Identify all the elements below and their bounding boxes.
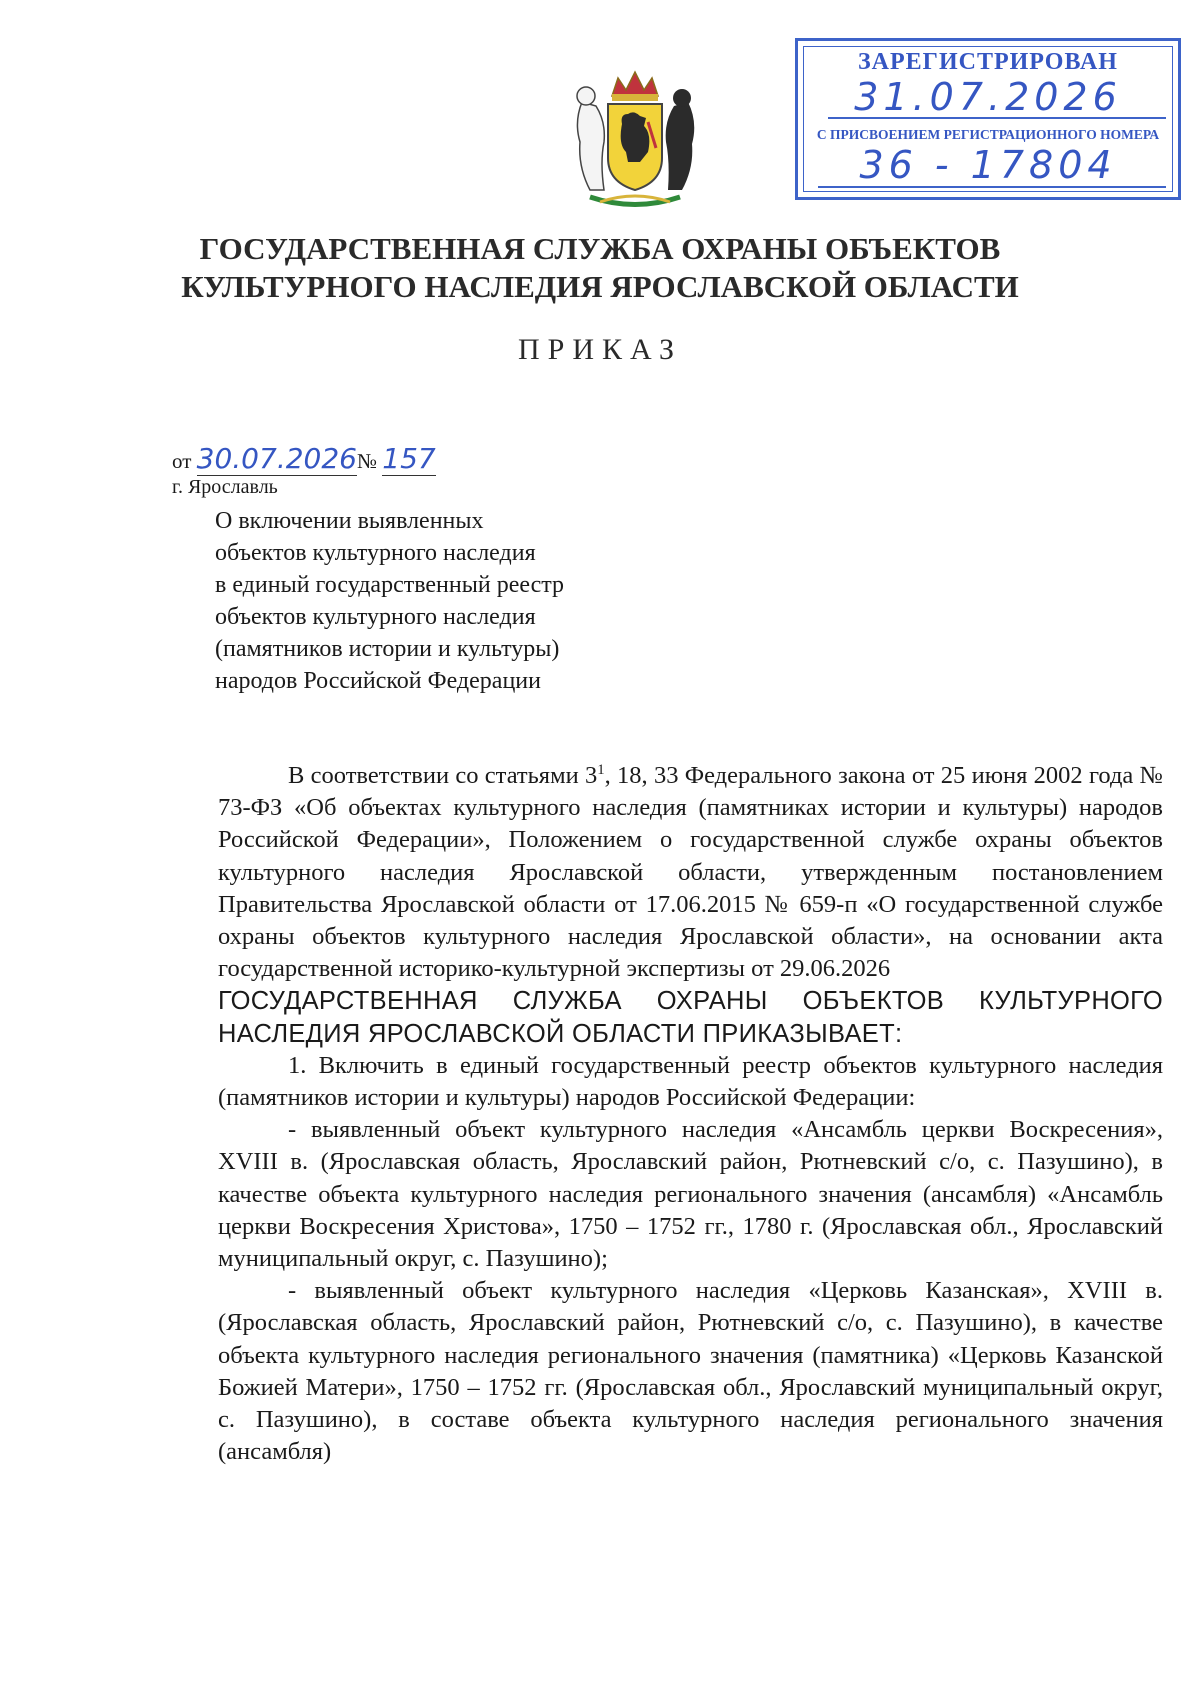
city: г. Ярославль [172, 476, 278, 498]
subject-line: объектов культурного наследия [215, 540, 536, 566]
preamble-paragraph [218, 760, 1163, 985]
handwritten-date: 30.07.2026 [196, 442, 357, 475]
subject-line: народов Российской Федерации [215, 668, 541, 694]
stamp-divider [828, 117, 1166, 119]
date-number-line [172, 442, 436, 476]
subject-line: объектов культурного наследия [215, 604, 536, 630]
subject-line: в единый государственный реестр [215, 572, 565, 598]
preamble-start: В соответствии со статьями 3 [288, 762, 598, 789]
handwritten-number: 157 [382, 442, 436, 475]
document-type: ПРИКАЗ [518, 333, 682, 366]
document-body [218, 760, 1163, 1468]
org-line: ГОСУДАРСТВЕННАЯ СЛУЖБА ОХРАНЫ ОБЪЕКТОВ [199, 231, 1001, 266]
date-prefix: от [172, 449, 192, 473]
yaroslavl-coat-of-arms-icon [560, 62, 710, 212]
stamp-subtitle: С ПРИСВОЕНИЕМ РЕГИСТРАЦИОННОГО НОМЕРА [816, 127, 1160, 142]
organization-name [0, 230, 1200, 306]
number-prefix: № [356, 449, 378, 473]
point-1: 1. Включить в единый государственный реестр объектов культурного наследия (памятников истории и культуры) народов Российской Федерации: [218, 1051, 1163, 1112]
document-subject [215, 505, 564, 697]
subject-line: (памятников истории и культуры) [215, 636, 560, 662]
article-superscript: 1 [597, 761, 605, 778]
list-item: - выявленный объект культурного наследия «Ансамбль церкви Воскресения», XVIII в. (Ярославская область, Ярославский район, Рютневский с/о, с. Пазушино), в качестве объекта культурного наследия регионального значения (ансамбля) «Ансамбль церкви Воскресения Христова», 1750 – 1752 гг., 1780 г. (Ярославская обл., Ярославский муниципальный округ, с. Пазушино); [218, 1116, 1163, 1273]
coat-of-arms [560, 62, 710, 212]
preamble-rest: , 18, 33 Федерального закона от 25 июня 2002 года № 73-ФЗ «Об объектах культурного наследия (памятниках истории и культуры) народов Российской Федерации», Положением о государственной службе охраны объектов культурного наследия Ярославской области, утвержденным постановлением Правительства Ярославской области от 17.06.2015 № 659-п «О государственной службе охраны объектов культурного наследия Ярославской области», на основании акта государственной историко-культурной экспертизы от 29.06.2026 [218, 762, 1163, 983]
stamp-title: ЗАРЕГИСТРИРОВАН [858, 49, 1118, 75]
subject-line: О включении выявленных [215, 508, 484, 534]
stamp-date: 31.07.2026 [854, 75, 1122, 119]
stamp-number: 36 - 17804 [859, 143, 1117, 187]
stamp-divider [818, 186, 1166, 188]
order-statement: ГОСУДАРСТВЕННАЯ СЛУЖБА ОХРАНЫ ОБЪЕКТОВ КУЛЬТУРНОГО НАСЛЕДИЯ ЯРОСЛАВСКОЙ ОБЛАСТИ ПРИКАЗЫВАЕТ: [218, 987, 1163, 1048]
list-item: - выявленный объект культурного наследия «Церковь Казанская», XVIII в. (Ярославская область, Ярославский район, Рютневский с/о, с. Пазушино), в качестве объекта культурного наследия регионального значения (памятника) «Церковь Казанской Божией Матери», 1750 – 1752 гг. (Ярославская обл., Ярославский муниципальный округ, с. Пазушино), в составе объекта культурного наследия регионального значения (ансамбля) [218, 1277, 1163, 1466]
registration-stamp [795, 38, 1181, 200]
org-line: КУЛЬТУРНОГО НАСЛЕДИЯ ЯРОСЛАВСКОЙ ОБЛАСТИ [181, 269, 1019, 304]
